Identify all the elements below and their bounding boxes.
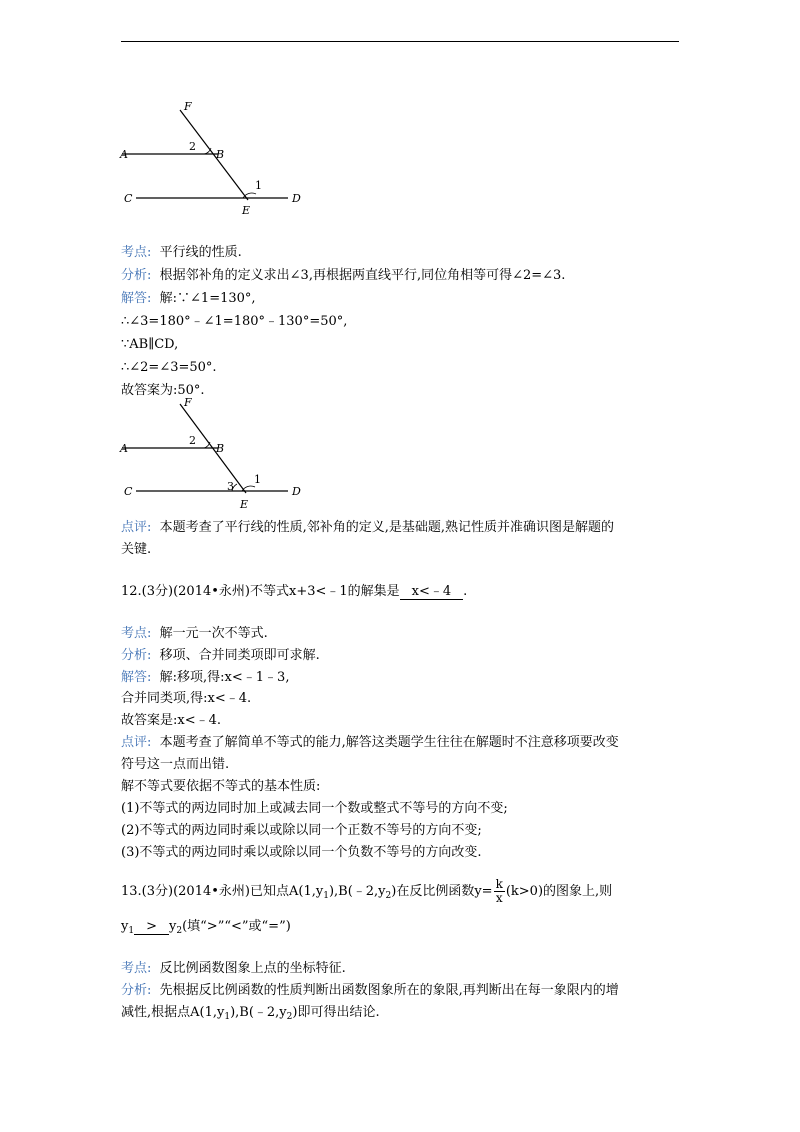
label-d: D xyxy=(292,485,301,498)
q12-dianping xyxy=(121,734,619,752)
q12-dianping-2: 符号这一点而出错. xyxy=(121,757,230,772)
q12-fenxi xyxy=(121,647,320,665)
kaodian-text: 平行线的性质. xyxy=(159,245,242,260)
jieda-text: 解:移项,得:x<﹣1﹣3, xyxy=(159,670,290,685)
q11-jieda xyxy=(121,290,256,308)
figure-1 xyxy=(118,96,318,225)
header-rule xyxy=(121,41,679,42)
fraction-denominator: x xyxy=(495,891,503,905)
q11-dianping xyxy=(121,519,614,537)
q12-note-2: (2)不等式的两边同时乘以或除以同一个正数不等号的方向不变; xyxy=(121,823,482,838)
q13-stem xyxy=(121,878,612,906)
q12-stem-prefix: 12.(3分)(2014•永州)不等式x+3<﹣1的解集是 xyxy=(121,584,400,599)
q12-answer: 故答案是:x<﹣4. xyxy=(121,713,222,728)
q12-stem-suffix: . xyxy=(463,584,468,599)
dianping-label: 点评: xyxy=(121,735,152,750)
q12-note-3: (3)不等式的两边同时乘以或除以同一个负数不等号的方向改变. xyxy=(121,845,482,860)
q11-step3: ∴∠2=∠3=50°. xyxy=(121,360,217,375)
q12-step1: 合并同类项,得:x<﹣4. xyxy=(121,691,252,706)
label-e: E xyxy=(242,204,251,217)
angle3-label: 3 xyxy=(227,480,234,493)
q13-y1: y xyxy=(121,919,129,934)
kaodian-text: 反比例函数图象上点的坐标特征. xyxy=(159,961,346,976)
angle2-label: 2 xyxy=(189,140,196,153)
q13-fenxi2-c: )即可得出结论. xyxy=(292,1005,380,1020)
fenxi-label: 分析: xyxy=(121,268,152,283)
q13-stem-c: )在反比例函数y= xyxy=(391,884,493,899)
fenxi-text: 根据邻补角的定义求出∠3,再根据两直线平行,同位角相等可得∠2=∠3. xyxy=(159,268,566,283)
kaodian-text: 解一元一次不等式. xyxy=(159,626,268,641)
label-c: C xyxy=(124,485,133,498)
label-b: B xyxy=(216,442,225,455)
fenxi-label: 分析: xyxy=(121,648,152,663)
figure-2 xyxy=(118,392,318,521)
label-f: F xyxy=(184,100,192,113)
q13-fenxi2-b: ),B(﹣2,y xyxy=(230,1005,287,1020)
fenxi-text: 先根据反比例函数的性质判断出函数图象所在的象限,再判断出在每一象限内的增 xyxy=(159,983,619,998)
line-fe xyxy=(180,110,248,200)
jieda-label: 解答: xyxy=(121,670,152,685)
label-b: B xyxy=(216,148,225,161)
q11-step2: ∵AB∥CD, xyxy=(121,337,179,352)
q13-fenxi-2 xyxy=(121,1004,380,1022)
q13-stem-a: 13.(3分)(2014•永州)已知点A(1,y xyxy=(121,884,324,899)
q13-fill-hint: (填“>”“<”或“=”) xyxy=(182,919,291,934)
q12-jieda xyxy=(121,669,289,687)
jieda-label: 解答: xyxy=(121,291,152,306)
q13-fenxi2-sub1: 1 xyxy=(224,1012,231,1022)
q11-step1: ∴∠3=180°﹣∠1=180°﹣130°=50°, xyxy=(121,314,348,329)
kaodian-label: 考点: xyxy=(121,961,152,976)
q13-kaodian xyxy=(121,960,346,978)
kaodian-label: 考点: xyxy=(121,245,152,260)
label-a: A xyxy=(120,148,128,161)
q13-stem-b: ),B(﹣2,y xyxy=(328,884,386,899)
dianping-text: 本题考查了平行线的性质,邻补角的定义,是基础题,熟记性质并准确识图是解题的 xyxy=(159,520,615,535)
q13-y1-sub: 1 xyxy=(128,926,135,936)
q12-answer-blank: x<﹣4 xyxy=(400,584,464,600)
fenxi-text: 移项、合并同类项即可求解. xyxy=(159,648,320,663)
label-d: D xyxy=(292,192,301,205)
q13-answer-blank: > xyxy=(134,919,169,935)
q12-kaodian xyxy=(121,625,268,643)
label-e: E xyxy=(240,498,249,511)
q13-fenxi xyxy=(121,982,619,1000)
q12-note-title: 解不等式要依据不等式的基本性质: xyxy=(121,779,321,794)
angle1-label: 1 xyxy=(255,179,262,192)
kaodian-label: 考点: xyxy=(121,626,152,641)
label-f: F xyxy=(184,396,192,409)
q11-answer: 故答案为:50°. xyxy=(121,383,205,398)
q11-dianping-2: 关键. xyxy=(121,542,152,557)
q13-stem-d: (k>0)的图象上,则 xyxy=(505,884,613,899)
q13-sub2: 2 xyxy=(385,891,392,901)
q13-y2-sub: 2 xyxy=(176,926,183,936)
q13-fenxi2-sub2: 2 xyxy=(286,1012,293,1022)
q11-fenxi xyxy=(121,267,565,285)
q13-sub1: 1 xyxy=(323,891,329,901)
label-a: A xyxy=(120,442,128,455)
angle1-arc xyxy=(243,193,256,198)
q12-note-1: (1)不等式的两边同时加上或减去同一个数或整式不等号的方向不变; xyxy=(121,801,508,816)
label-c: C xyxy=(124,192,133,205)
fraction-k-over-x xyxy=(494,878,505,905)
q12-stem xyxy=(121,583,467,601)
q11-kaodian xyxy=(121,244,242,262)
angle2-label: 2 xyxy=(189,434,196,447)
q13-fenxi2-a: 减性,根据点A(1,y xyxy=(121,1005,225,1020)
fenxi-label: 分析: xyxy=(121,983,152,998)
fraction-numerator: k xyxy=(495,877,503,891)
jieda-text: 解:∵∠1=130°, xyxy=(159,291,256,306)
q13-stem-line2 xyxy=(121,918,291,936)
dianping-text: 本题考查了解简单不等式的能力,解答这类题学生往往在解题时不注意移项要改变 xyxy=(159,735,619,750)
angle1-label: 1 xyxy=(254,473,261,486)
q13-y2: y xyxy=(169,919,177,934)
dianping-label: 点评: xyxy=(121,520,152,535)
